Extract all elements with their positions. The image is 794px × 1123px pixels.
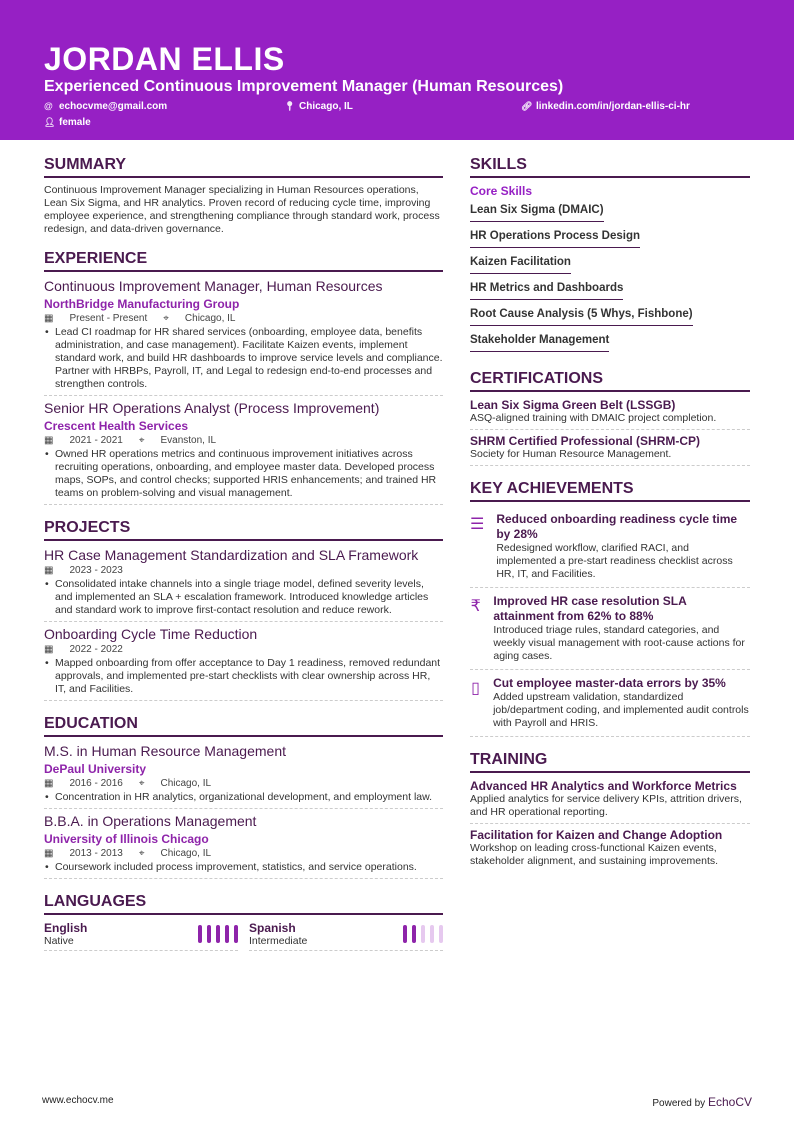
summary-heading: SUMMARY	[44, 156, 443, 178]
language-rating	[198, 921, 238, 947]
database-icon: ☰	[470, 516, 485, 533]
language-rating	[403, 921, 443, 947]
project-title: HR Case Management Standardization and SLA Framework	[44, 547, 419, 563]
achievement-item: ₹ Improved HR case resolution SLA attainment from 62% to 88% Introduced triage rules, standard categories, and weekly visual management with root-cause actions for aging cases.	[470, 590, 750, 670]
at-icon: @	[44, 101, 53, 111]
project-title: Onboarding Cycle Time Reduction	[44, 626, 258, 642]
website-link[interactable]: www.echocv.me	[42, 1095, 114, 1106]
footer	[42, 1095, 752, 1109]
rating-bar	[207, 925, 211, 943]
contact-linkedin[interactable]: 🔗︎ linkedin.com/in/jordan-ellis-ci-hr	[521, 101, 690, 112]
person-icon: 👤︎	[44, 117, 56, 127]
skills-heading: SKILLS	[470, 156, 750, 178]
job-title: Continuous Improvement Manager, Human Resources	[44, 278, 383, 294]
education-entry: M.S. in Human Resource Management DePaul University ▦ 2016 - 2016 ⌖ Chicago, IL • Concentration in HR analytics, organizational development, and employment law.	[44, 743, 443, 809]
bullet: • Mapped onboarding from offer acceptance to Day 1 readiness, removed redundant approvals, and implemented pre-start checklists with clear ownership across HR, IT, and Facilities.	[44, 657, 443, 696]
achievements-heading: KEY ACHIEVEMENTS	[470, 480, 750, 502]
left-column	[44, 156, 443, 951]
language-item: Spanish Intermediate	[249, 921, 443, 951]
education-heading: EDUCATION	[44, 715, 443, 737]
bullet: • Concentration in HR analytics, organizational development, and employment law.	[44, 791, 443, 804]
location-pin-icon: 📍︎	[284, 101, 296, 111]
job-title: Senior HR Operations Analyst (Process Improvement)	[44, 400, 380, 416]
languages-heading: LANGUAGES	[44, 893, 443, 915]
contact-location: 📍︎ Chicago, IL	[284, 101, 353, 112]
contact-email[interactable]: @ echocvme@gmail.com	[44, 101, 168, 112]
skill-item: Kaizen Facilitation	[470, 254, 571, 274]
calendar-icon: ▦	[44, 644, 54, 655]
project-entry: HR Case Management Standardization and SLA Framework ▦ 2023 - 2023 • Consolidated intake channels into a single triage model, defined severity levels, and implemented an SLA + escalation framework. Introduced knowledge articles and standard work to improve first-contact resolution and reduce rework.	[44, 547, 443, 622]
certification-item: SHRM Certified Professional (SHRM-CP) Society for Human Resource Management.	[470, 434, 750, 466]
achievement-item: ☰ Reduced onboarding readiness cycle time by 28% Redesigned workflow, clarified RACI, and implemented a pre-start readiness checklist across HR, IT, and Facilities.	[470, 508, 750, 588]
rating-bar	[234, 925, 238, 943]
skills-list	[470, 200, 750, 356]
experience-heading: EXPERIENCE	[44, 250, 443, 272]
location-pin-icon: ⌖	[138, 848, 145, 859]
candidate-title: Experienced Continuous Improvement Manager (Human Resources)	[44, 78, 564, 95]
calendar-icon: ▦	[44, 778, 54, 789]
rating-bar	[412, 925, 416, 943]
tablet-icon: ▯	[471, 680, 480, 697]
bullet: • Lead CI roadmap for HR shared services (onboarding, employee data, benefits administration, and case management). Facilitate Kaizen events, implement standard work, and build HR dashboards to improve service levels and compliance. Partner with HRBPs, Payroll, IT, and Legal to redesign end-to-end processes and strengthen controls.	[44, 326, 443, 391]
school: University of Illinois Chicago	[44, 832, 209, 846]
skill-item: HR Metrics and Dashboards	[470, 280, 623, 300]
degree: M.S. in Human Resource Management	[44, 743, 286, 759]
calendar-icon: ▦	[44, 313, 54, 324]
rating-bar	[225, 925, 229, 943]
location-pin-icon: ⌖	[163, 313, 169, 324]
school: DePaul University	[44, 762, 147, 776]
language-item: English Native	[44, 921, 238, 951]
skills-group: Core Skills	[470, 184, 533, 198]
projects-heading: PROJECTS	[44, 519, 443, 541]
training-heading: TRAINING	[470, 751, 750, 773]
rating-bar	[421, 925, 425, 943]
skill-item: Lean Six Sigma (DMAIC)	[470, 202, 604, 222]
rating-bar	[198, 925, 202, 943]
brand-logo: EchoCV	[707, 1095, 752, 1109]
location-pin-icon: ⌖	[138, 778, 145, 789]
bullet: • Coursework included process improvement, statistics, and service operations.	[44, 861, 443, 874]
powered-by: Powered by EchoCV	[652, 1095, 752, 1109]
rupee-icon: ₹	[470, 598, 481, 615]
calendar-icon: ▦	[44, 848, 54, 859]
bullet: • Consolidated intake channels into a single triage model, defined severity levels, and implemented an SLA + escalation framework. Introduced knowledge articles and standard work to improve first-contact resolution and reduce rework.	[44, 578, 443, 617]
degree: B.B.A. in Operations Management	[44, 813, 257, 829]
bullet: • Owned HR operations metrics and continuous improvement initiatives across recruiting operations, onboarding, and employee master data. Developed process maps, SOPs, and control checks; supported HRIS enhancements; and trained HR teams on problem-solving and visual management.	[44, 448, 443, 500]
rating-bar	[430, 925, 434, 943]
achievement-item: ▯ Cut employee master-data errors by 35% Added upstream validation, standardized job/department coding, and implemented audit controls with Payroll and HRIS.	[470, 672, 750, 737]
training-item: Facilitation for Kaizen and Change Adoption Workshop on leading cross-functional Kaizen events, stakeholder alignment, and sustaining improvements.	[470, 828, 723, 867]
project-entry: Onboarding Cycle Time Reduction ▦ 2022 - 2022 • Mapped onboarding from offer acceptance to Day 1 readiness, removed redundant approvals, and implemented pre-start checklists with clear ownership across HR, IT, and Facilities.	[44, 626, 443, 701]
resume-header	[0, 0, 794, 140]
rating-bar	[403, 925, 407, 943]
certification-item: Lean Six Sigma Green Belt (LSSGB) ASQ-aligned training with DMAIC project completion.	[470, 398, 750, 430]
rating-bar	[216, 925, 220, 943]
certifications-heading: CERTIFICATIONS	[470, 370, 750, 392]
education-entry: B.B.A. in Operations Management University of Illinois Chicago ▦ 2013 - 2013 ⌖ Chicago, IL • Coursework included process improvement, statistics, and service operations.	[44, 813, 443, 879]
rating-bar	[439, 925, 443, 943]
link-icon: 🔗︎	[521, 101, 533, 111]
skill-item: Root Cause Analysis (5 Whys, Fishbone)	[470, 306, 693, 326]
skill-item: Stakeholder Management	[470, 332, 609, 352]
company: Crescent Health Services	[44, 419, 189, 433]
contact-info	[44, 101, 750, 128]
experience-entry: Continuous Improvement Manager, Human Resources NorthBridge Manufacturing Group ▦ Present - Present ⌖ Chicago, IL • Lead CI roadmap for HR shared services (onboarding, employee data, benefits administration, and case management). Facilitate Kaizen events, implement standard work, and build HR dashboards to improve service levels and compliance. Partner with HRBPs, Payroll, IT, and Legal to redesign end-to-end processes and strengthen controls.	[44, 278, 443, 396]
company: NorthBridge Manufacturing Group	[44, 297, 240, 311]
summary-text: Continuous Improvement Manager specializing in Human Resources operations, Lean Six Sigma, and HR analytics. Proven record of reducing cycle time, improving employee experience, and strengthening compliance through standard work, process redesign, and data-driven governance.	[44, 184, 440, 235]
calendar-icon: ▦	[44, 565, 54, 576]
experience-entry: Senior HR Operations Analyst (Process Improvement) Crescent Health Services ▦ 2021 - 2021 ⌖ Evanston, IL • Owned HR operations metrics and continuous improvement initiatives across recruiting operations, onboarding, and employee master data. Developed process maps, SOPs, and control checks; supported HRIS enhancements; and trained HR teams on problem-solving and visual management.	[44, 400, 443, 505]
location-pin-icon: ⌖	[138, 435, 145, 446]
calendar-icon: ▦	[44, 435, 54, 446]
candidate-name: JORDAN ELLIS	[44, 41, 285, 77]
languages-list	[44, 921, 443, 951]
training-item: Advanced HR Analytics and Workforce Metrics Applied analytics for service delivery KPIs, attrition drivers, and HR operational reporting.	[470, 779, 750, 824]
contact-gender: 👤︎ female	[44, 117, 91, 128]
right-column	[470, 156, 750, 951]
skill-item: HR Operations Process Design	[470, 228, 640, 248]
